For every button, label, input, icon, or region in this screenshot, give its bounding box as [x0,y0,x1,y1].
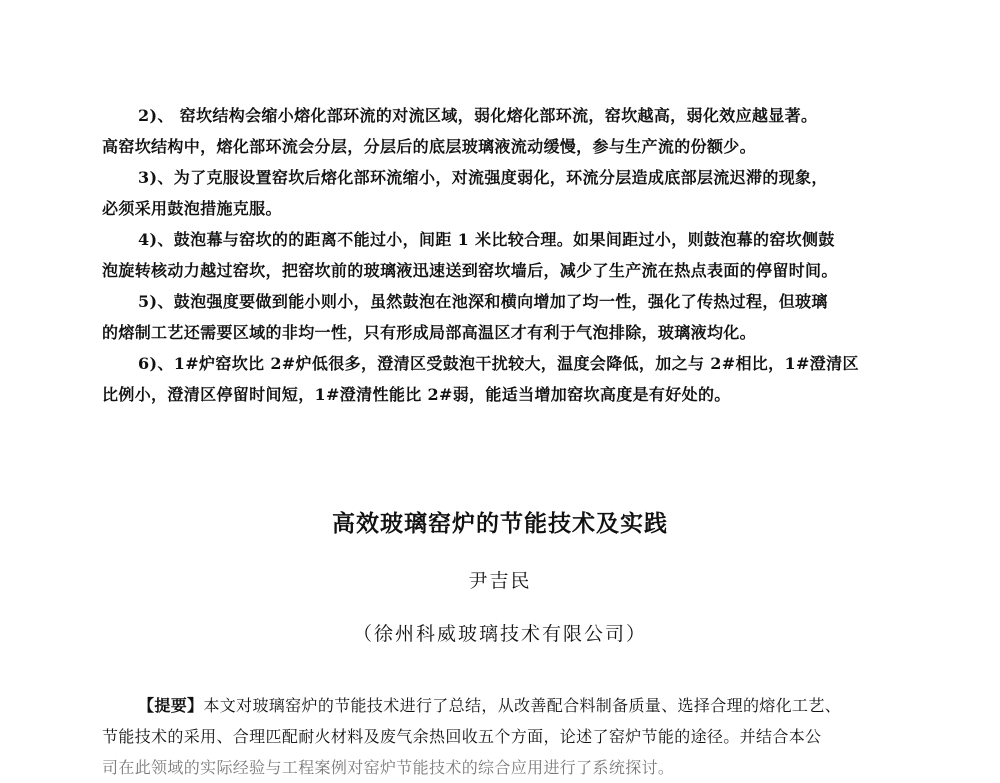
item-2-line-2: 高窑坎结构中，熔化部环流会分层，分层后的底层玻璃液流动缓慢，参与生产流的份额少。 [102,137,757,156]
item-6-line-2: 比例小，澄清区停留时间短，1#澄清性能比 2#弱，能适当增加窑坎高度是有好处的。 [102,385,731,404]
conclusion-item-6 [102,348,892,410]
abstract-keyword: 【提要】 [138,696,204,715]
article-affiliation: （徐州科威玻璃技术有限公司） [352,623,647,645]
abstract-line-1: 本文对玻璃窑炉的节能技术进行了总结，从改善配合料制备质量、选择合理的熔化工艺、 [203,696,842,715]
item-6-line-1: 6)、1#炉窑坎比 2#炉低很多，澄清区受鼓泡干扰较大，温度会降低，加之与 2#相比，1#澄清区 [138,354,859,373]
article-title: 高效玻璃窑炉的节能技术及实践 [332,510,668,537]
item-3-line-2: 必须采用鼓泡措施克服。 [102,199,282,218]
conclusion-item-3 [102,162,892,224]
item-3-line-1: 3)、为了克服设置窑坎后熔化部环流缩小，对流强度弱化，环流分层造成底部层流迟滞的现象， [138,168,828,187]
abstract-line-3: 司在此领域的实际经验与工程案例对窑炉节能技术的综合应用进行了系统探讨。 [102,758,675,777]
item-2-line-1: 2)、 窑坎结构会缩小熔化部环流的对流区域，弱化熔化部环流，窑坎越高，弱化效应越显著。 [138,106,818,125]
conclusion-item-2 [102,100,892,162]
article-author: 尹吉民 [468,570,532,592]
conclusion-item-5 [102,286,892,348]
item-4-line-1: 4)、鼓泡幕与窑坎的的距离不能过小，间距 1 米比较合理。如果间距过小，则鼓泡幕的窑坎侧鼓 [138,230,835,249]
abstract [102,690,894,777]
item-4-line-2: 泡旋转核动力越过窑坎，把窑坎前的玻璃液迅速送到窑坎墙后，减少了生产流在热点表面的停留时间。 [102,261,838,280]
item-5-line-2: 的熔制工艺还需要区域的非均一性，只有形成局部高温区才有利于气泡排除，玻璃液均化。 [102,323,757,342]
abstract-line-2: 节能技术的采用、合理匹配耐火材料及废气余热回收五个方面，论述了窑炉节能的途径。并结合本公 [102,727,822,746]
conclusion-item-4 [102,224,892,286]
item-5-line-1: 5)、鼓泡强度要做到能小则小，虽然鼓泡在池深和横向增加了均一性，强化了传热过程，但玻璃 [138,292,828,311]
